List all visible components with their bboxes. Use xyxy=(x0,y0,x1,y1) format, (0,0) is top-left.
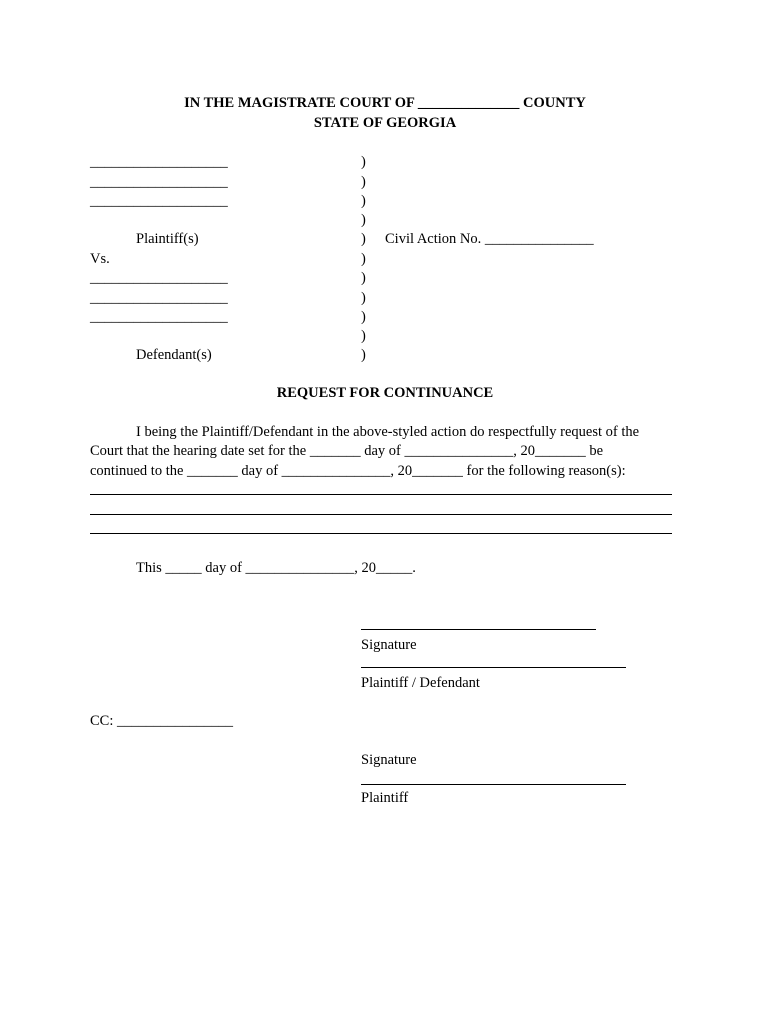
court-header: IN THE MAGISTRATE COURT OF ______________ COUNTY xyxy=(184,95,586,111)
signature-label-1: Signature xyxy=(361,637,417,653)
plaintiff-blank-2[interactable]: ___________________ xyxy=(90,174,228,190)
plaintiff-blank-1[interactable]: ___________________ xyxy=(90,154,228,170)
signature-line-1[interactable] xyxy=(361,629,596,630)
reason-line-3[interactable] xyxy=(90,533,672,534)
request-paragraph-line-1: I being the Plaintiff/Defendant in the above-styled action do respectfully request of the xyxy=(136,424,640,440)
caption-paren: ) xyxy=(361,251,366,267)
date-line[interactable]: This _____ day of _______________, 20_____. xyxy=(136,560,416,576)
party-name-line[interactable] xyxy=(361,667,626,668)
caption-paren: ) xyxy=(361,270,366,286)
state-header: STATE OF GEORGIA xyxy=(313,115,457,131)
reason-line-2[interactable] xyxy=(90,514,672,515)
plaintiff-signature-label: Plaintiff xyxy=(361,790,409,806)
caption-paren: ) xyxy=(361,290,366,306)
versus-label: Vs. xyxy=(90,251,110,267)
defendant-blank-3[interactable]: ___________________ xyxy=(90,309,228,325)
caption-paren: ) xyxy=(361,193,366,209)
signature-label-2: Signature xyxy=(361,752,417,768)
caption-paren: ) xyxy=(361,347,366,363)
cc-line[interactable]: CC: ________________ xyxy=(90,713,233,729)
caption-paren: ) xyxy=(361,231,366,247)
request-paragraph-line-3[interactable]: continued to the _______ day of _______________, 20_______ for the following reason(s): xyxy=(90,463,626,479)
defendant-blank-1[interactable]: ___________________ xyxy=(90,270,228,286)
plaintiff-blank-3[interactable]: ___________________ xyxy=(90,193,228,209)
caption-paren: ) xyxy=(361,212,366,228)
plaintiff-label: Plaintiff(s) xyxy=(136,231,199,247)
caption-paren: ) xyxy=(361,154,366,170)
caption-paren: ) xyxy=(361,328,366,344)
defendant-blank-2[interactable]: ___________________ xyxy=(90,290,228,306)
caption-paren: ) xyxy=(361,174,366,190)
caption-paren: ) xyxy=(361,309,366,325)
party-label: Plaintiff / Defendant xyxy=(361,675,480,691)
request-heading: REQUEST FOR CONTINUANCE xyxy=(276,385,494,401)
civil-action-number[interactable]: Civil Action No. _______________ xyxy=(385,231,594,247)
defendant-label: Defendant(s) xyxy=(136,347,212,363)
reason-line-1[interactable] xyxy=(90,494,672,495)
request-paragraph-line-2[interactable]: Court that the hearing date set for the _______ day of _______________, 20_______ be xyxy=(90,443,604,459)
plaintiff-signature-line[interactable] xyxy=(361,784,626,785)
